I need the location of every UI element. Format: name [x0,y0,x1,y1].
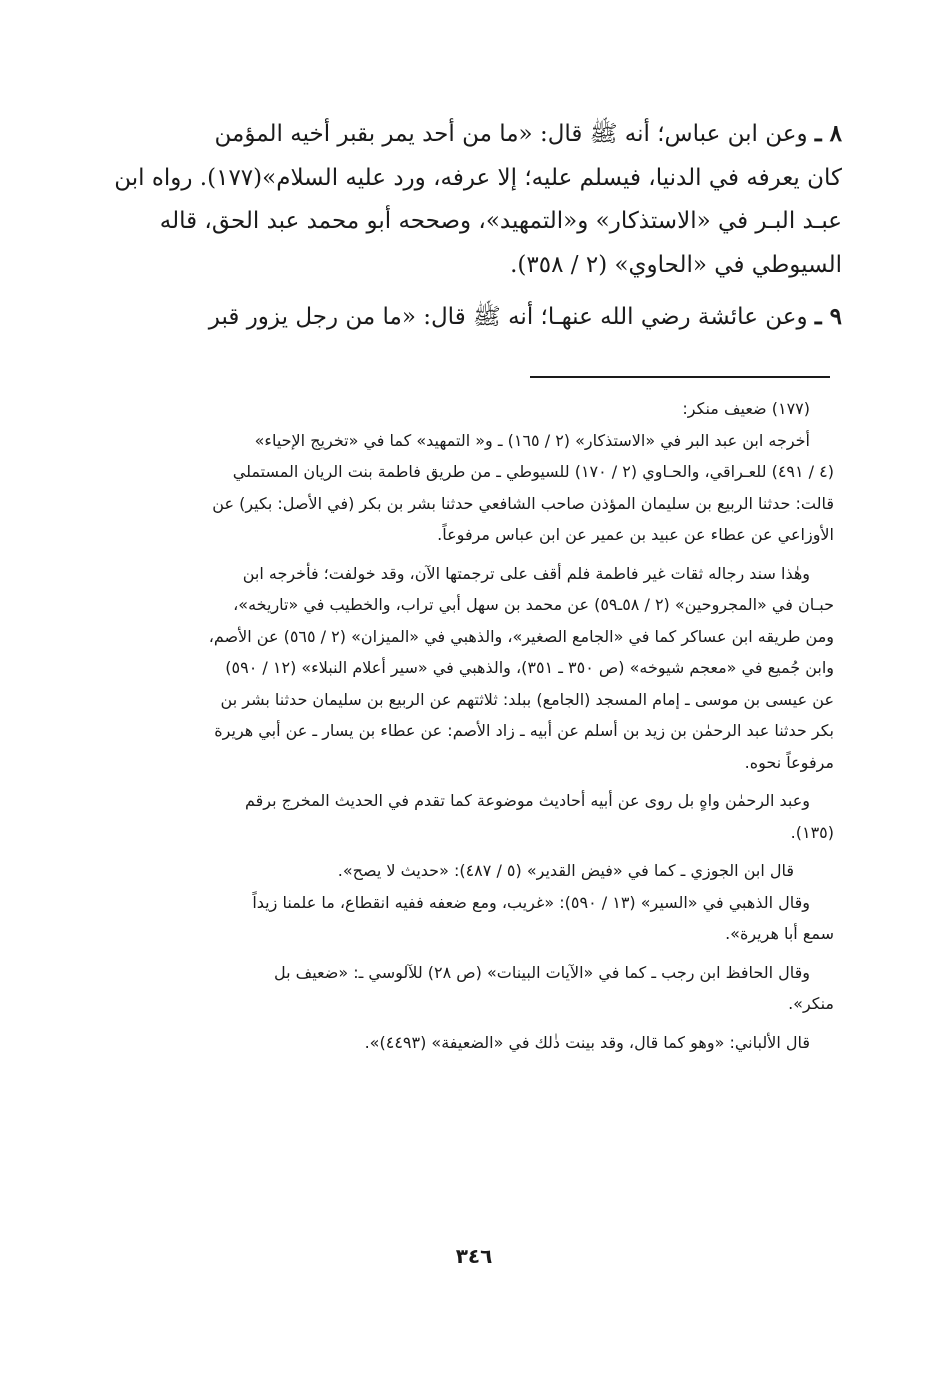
footnotes [106,393,834,1058]
footnote-line: حبـان في «المجروحين» (٢ / ٥٨ـ٥٩) عن محمد بن سهل أبي تراب، والخطيب في «تاريخه»، [233,595,834,614]
footnote-line: أخرجه ابن عبد البر في «الاستذكار» (٢ / ١٦٥) ـ و« التمهيد» كما في «تخريج الإحياء» [254,430,810,450]
footnote-line: قال ابن الجوزي ـ كما في «فيض القدير» (٥ / ٤٨٧): «حديث لا يصح». [337,861,794,880]
main-text [106,112,842,340]
hadith-9-line-1: ٩ ـ وعن عائشة رضي الله عنهـا؛ أنه ﷺ قال: «ما من رجل يزور قبر [208,303,842,330]
footnote-line: منكر». [788,994,834,1013]
hadith-8-line-4: السيوطي في «الحاوي» (٢ / ٣٥٨). [510,251,842,278]
footnote-line: سمع أبا هريرة». [725,924,834,943]
footnote-line: وقال الحافظ ابن رجب ـ كما في «الآيات البينات» (ص ٢٨) للآلوسي ـ: «ضعيف بل [274,962,810,982]
hadith-8-number: ٨ ـ [814,120,842,147]
footnote-line: وقال الذهبي في «السير» (١٣ / ٥٩٠): «غريب، ومع ضعفه ففيه انقطاع، ما علمنا زيداً [252,892,810,912]
footnote-line: وعبد الرحمٰن واهٍ بل روى عن أبيه أحاديث موضوعة كما تقدم في الحديث المخرج برقم [244,791,810,810]
footnote-heading: (١٧٧) ضعيف منكر: [682,399,810,418]
hadith-8-line-3: عبـد البـر في «الاستذكار» و«التمهيد»، وصححه أبو محمد عبد الحق، قاله [159,208,842,234]
hadith-8-line-2: كان يعرفه في الدنيا، فيسلم عليه؛ إلا عرفه، ورد عليه السلام»(١٧٧). رواه ابن [114,164,842,191]
footnote-line: عن عيسى بن موسى ـ إمام المسجد (الجامع) ببلد: ثلاثتهم عن الربيع بن سليمان حدثنا بشر بن [220,689,834,709]
hadith-9-number: ٩ ـ [814,303,842,330]
footnote-line: قال الألباني: «وهو كما قال، وقد بينت ذٰلك في «الضعيفة» (٤٤٩٣)». [364,1032,810,1052]
hadith-8-line-1: ٨ ـ وعن ابن عباس؛ أنه ﷺ قال: «ما من أحد يمر بقبر أخيه المؤمن [214,120,842,147]
footnote-line: قالت: حدثنا الربيع بن سليمان المؤذن صاحب الشافعي حدثنا بشر بن بكر (في الأصل: بكير) عن [212,493,834,513]
footnote-line: مرفوعاً نحوه. [744,752,834,772]
footnote-line: ومن طريقه ابن عساكر كما في «الجامع الصغير»، والذهبي في «الميزان» (٢ / ٥٦٥) عن الأصم، [208,626,834,646]
footnote-separator [530,376,830,378]
footnote-line: وابن جُميع في «معجم شيوخه» (ص ٣٥٠ ـ ٣٥١)، والذهبي في «سير أعلام النبلاء» (١٢ / ٥٩٠) [225,658,834,677]
footnote-line: (١٣٥). [790,822,834,842]
footnote-line: (٤ / ٤٩١) للعـراقي، والحـاوي (٢ / ١٧٠) للسيوطي ـ من طريق فاطمة بنت الريان المستملي [232,462,834,481]
footnote-line: الأوزاعي عن عطاء عن عبيد بن عمير عن ابن عباس مرفوعاً. [437,525,834,544]
footnote-line: وهٰذا سند رجاله ثقات غير فاطمة فلم أقف على ترجمتها الآن، وقد خولفت؛ فأخرجه ابن [242,563,810,583]
footnote-line: بكر حدثنا عبد الرحمٰن بن زيد بن أسلم عن أبيه ـ زاد الأصم: عن عطاء بن يسار ـ عن أبي هريرة [214,721,834,740]
page-number: ٣٤٦ [455,1244,493,1268]
